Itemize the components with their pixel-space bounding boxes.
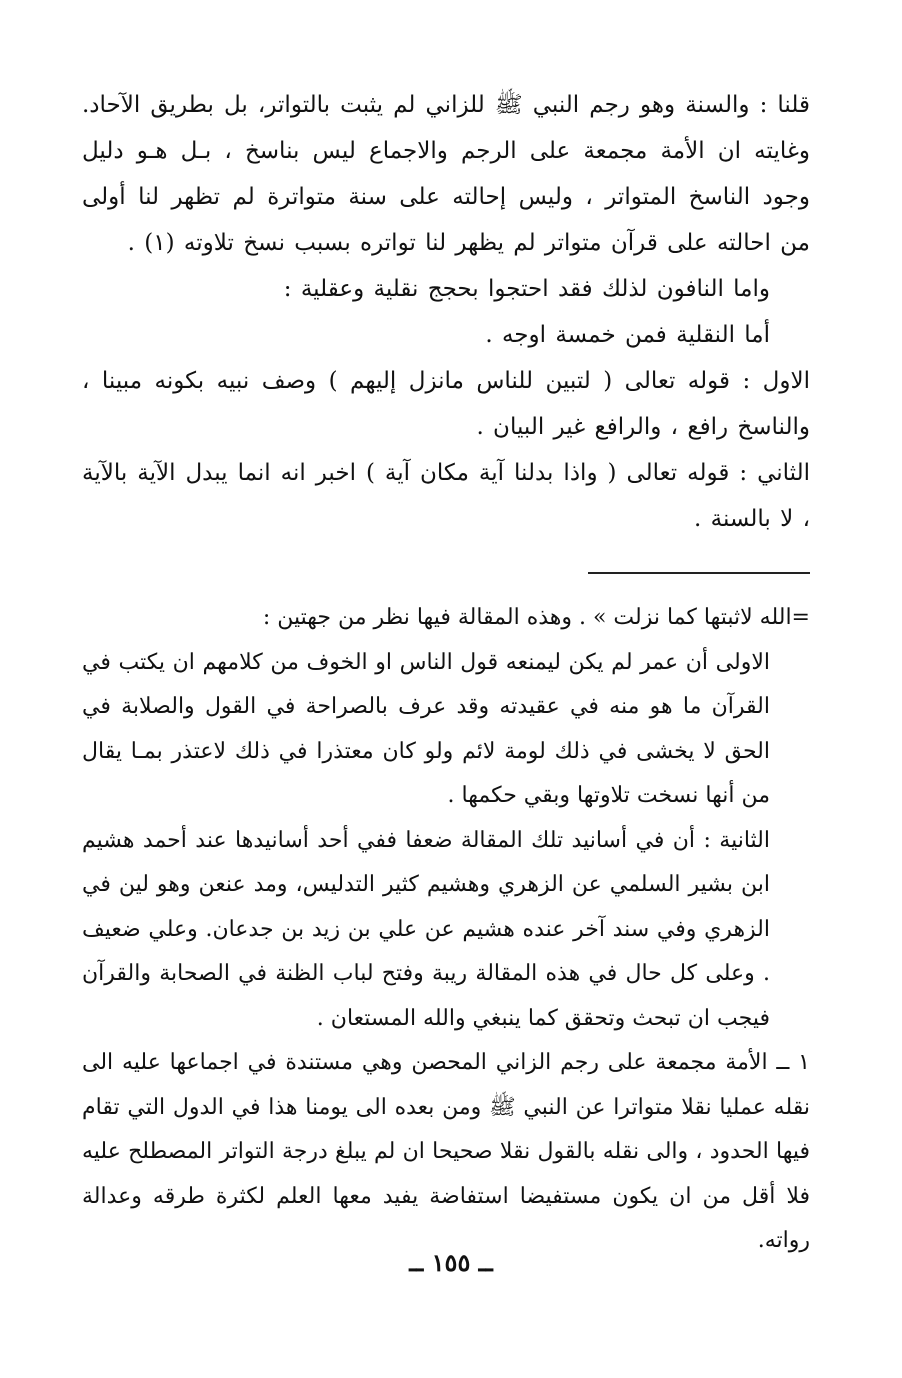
footnote-1: ١ ــ الأمة مجمعة على رجم الزاني المحصن وهي مستندة في اجماعها عليه الى نقله عمليا نقلا متواترا عن النبي ﷺ ومن بعده الى يومنا هذا في الدول التي تقام فيها الحدود ، والى نقله بالقول نقلا صحيحا ان لم يبلغ درجة التواتر المصطلح عليه فلا أقل من ان يكون مستفيضا استفاضة يفيد معها العلم لكثرة طرقه وعدالة رواته. (82, 1050, 810, 1253)
page-number: ــ ١٥٥ ــ (409, 1248, 493, 1277)
paragraph-deniers: واما النافون لذلك فقد احتجوا بحجج نقلية وعقلية : (283, 276, 770, 302)
footnote-first-point: الاولى أن عمر لم يكن ليمنعه قول الناس او الخوف من كلامهم ان يكتب في القرآن ما هو منه في عقيدته وقد عرف بالصراحة في القول والصلابة في الحق لا يخشى في ذلك لومة لائم ولو كان معتذرا في ذلك لاعتذر بمـا يقال من أنها نسخت تلاوتها وبقي حكمها . (82, 649, 770, 808)
paragraph-textual-proofs: أما النقلية فمن خمسة اوجه . (485, 322, 770, 348)
main-text (82, 82, 810, 542)
footnote-second-point: الثانية : أن في أسانيد تلك المقالة ضعفا ففي أحد أسانيدها عند أحمد هشيم ابن بشير السلمي عن الزهري وهشيم كثير التدليس، ومد عنعن وهو لين في الزهري وفي سند آخر عنده هشيم عن علي بن زيد بن جدعان. وعلي ضعيف . وعلى كل حال في هذه المقالة ريبة وفتح لباب الظنة في الصحابة والقرآن فيجب ان تبحث وتحقق كما ينبغي والله المستعان . (82, 827, 770, 1031)
paragraph-second-proof: الثاني : قوله تعالى ( واذا بدلنا آية مكان آية ) اخبر انه انما يبدل الآية بالآية ، لا بالسنة . (82, 460, 810, 532)
footnotes (82, 596, 810, 1264)
paragraph-first-proof: الاول : قوله تعالى ( لتبين للناس مانزل إليهم ) وصف نبيه بكونه مبينا ، والناسخ رافع ، والرافع غير البيان . (82, 368, 810, 440)
footnote-continuation: =الله لاثبتها كما نزلت » . وهذه المقالة فيها نظر من جهتين : (262, 605, 810, 630)
paragraph-reply: قلنا : والسنة وهو رجم النبي ﷺ للزاني لم يثبت بالتواتر، بل بطريق الآحاد. وغايته ان الأمة مجمعة على الرجم والاجماع ليس بناسخ ، بـل هـو دليل وجود الناسخ المتواتر ، وليس إحالته على سنة متواترة لم تظهر لنا أولى من احالته على قرآن متواتر لم يظهر لنا تواتره بسبب نسخ تلاوته (١) . (82, 92, 810, 256)
footnote-separator (588, 572, 810, 574)
